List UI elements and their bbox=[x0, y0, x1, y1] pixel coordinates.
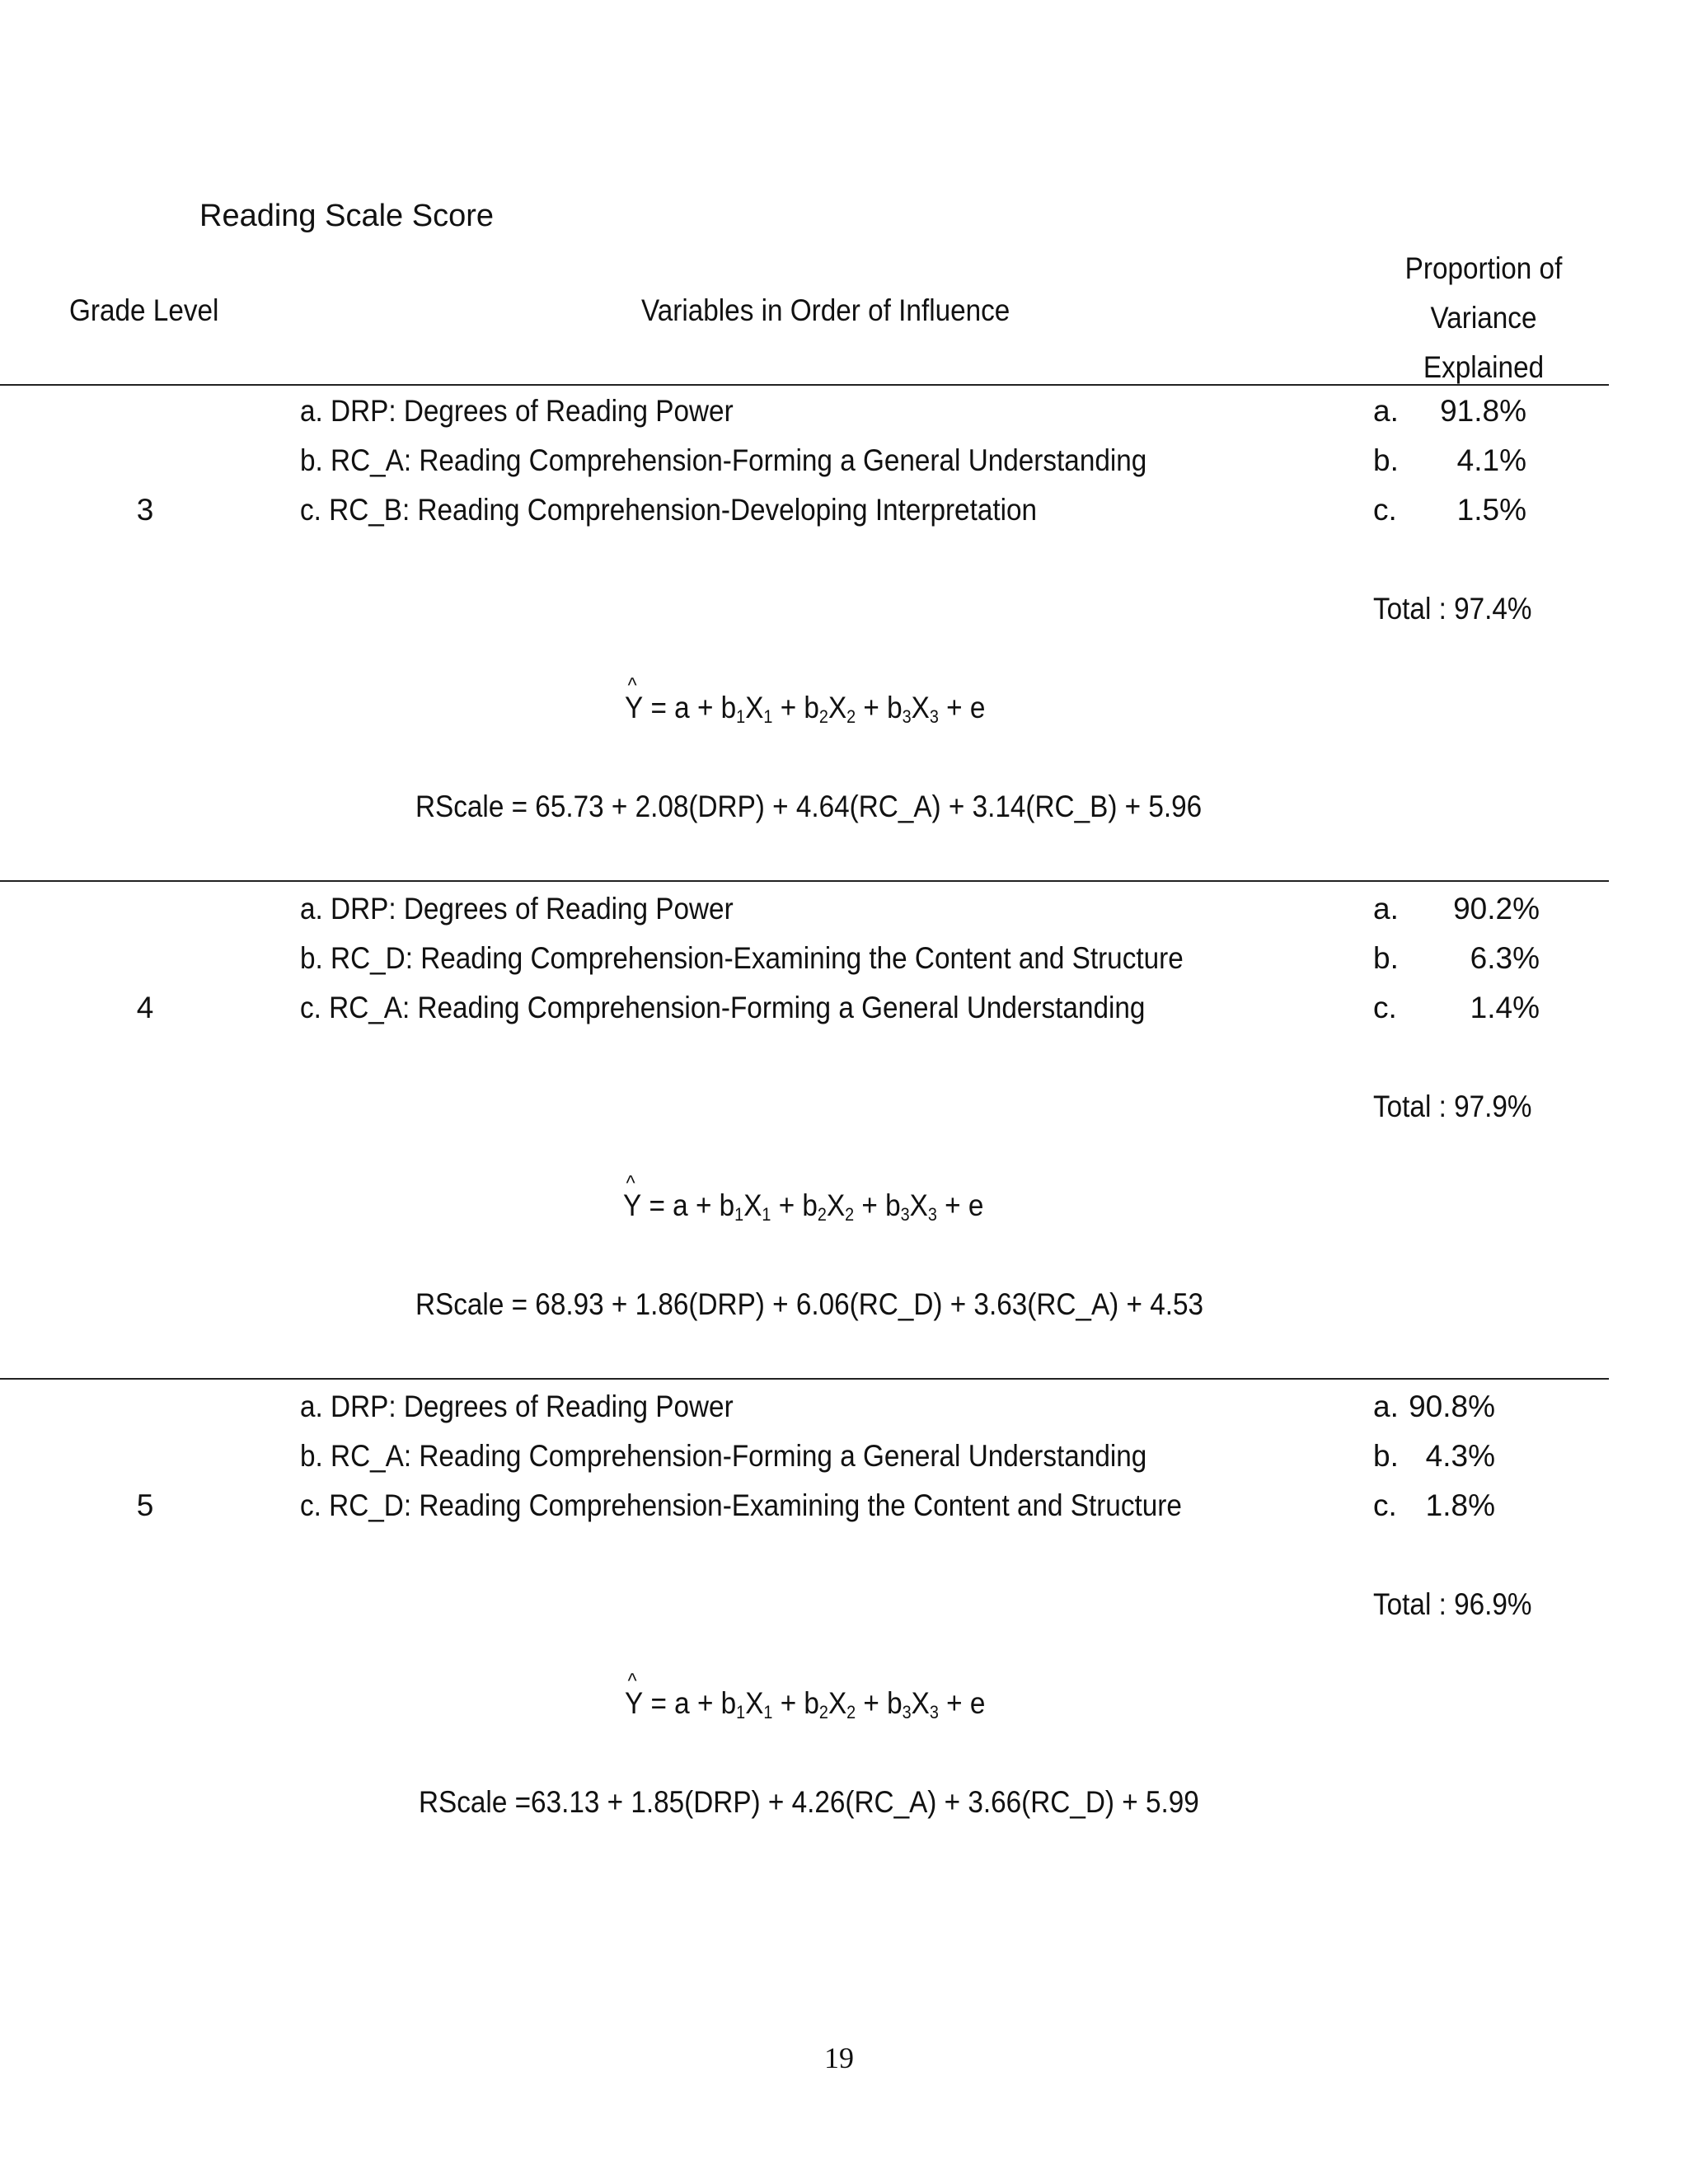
var-item: b. RC_A: Reading Comprehension-Forming a General Understanding bbox=[300, 1439, 1147, 1473]
pct-letter: a. bbox=[1373, 892, 1399, 926]
header-rule bbox=[0, 384, 1609, 386]
header-variables: Variables in Order of Influence bbox=[641, 293, 1010, 327]
general-equation: ^ $Y = a + b_1X_1 + b_2X_2 + b_3X_3 + e$ bbox=[625, 1686, 985, 1723]
pct-letter: c. bbox=[1373, 493, 1397, 527]
pct-value: 6.3% bbox=[1470, 941, 1540, 975]
total-variance: Total : 96.9% bbox=[1373, 1587, 1532, 1621]
pct-value: 1.4% bbox=[1470, 991, 1540, 1024]
pct-letter: b. bbox=[1373, 1439, 1399, 1473]
grade-level-value: 5 bbox=[136, 1488, 154, 1522]
pct-value: 4.3% bbox=[1425, 1439, 1495, 1473]
var-item: a. DRP: Degrees of Reading Power bbox=[300, 1390, 734, 1423]
grade-level-value: 3 bbox=[136, 493, 154, 527]
pct-value: 91.8% bbox=[1440, 394, 1526, 428]
pct-value: 1.8% bbox=[1425, 1488, 1495, 1522]
general-equation: ^ $Y = a + b_1X_1 + b_2X_2 + b_3X_3 + e$ bbox=[625, 691, 985, 728]
pct-letter: a. bbox=[1373, 1390, 1399, 1423]
total-variance: Total : 97.4% bbox=[1373, 592, 1532, 626]
pct-value: 1.5% bbox=[1456, 493, 1526, 527]
header-grade-level: Grade Level bbox=[69, 293, 219, 327]
pct-value: 90.8% bbox=[1409, 1390, 1495, 1423]
total-variance: Total : 97.9% bbox=[1373, 1090, 1532, 1123]
header-proportion-line2: Variance bbox=[1430, 301, 1537, 335]
var-item: b. RC_D: Reading Comprehension-Examining the Content and Structure bbox=[300, 941, 1184, 975]
var-item: c. RC_A: Reading Comprehension-Forming a General Understanding bbox=[300, 991, 1146, 1024]
rscale-equation: RScale = 68.93 + 1.86(DRP) + 6.06(RC_D) + 3.63(RC_A) + 4.53 bbox=[415, 1287, 1204, 1321]
page-number: 19 bbox=[824, 2041, 854, 2074]
pct-value: 90.2% bbox=[1453, 892, 1540, 926]
var-item: b. RC_A: Reading Comprehension-Forming a General Understanding bbox=[300, 443, 1147, 477]
var-item: c. RC_D: Reading Comprehension-Examining the Content and Structure bbox=[300, 1488, 1182, 1522]
header-proportion-line1: Proportion of bbox=[1404, 251, 1563, 285]
section-rule bbox=[0, 880, 1609, 882]
general-equation: ^ $Y = a + b_1X_1 + b_2X_2 + b_3X_3 + e$ bbox=[623, 1188, 983, 1226]
table-title: Reading Scale Score bbox=[199, 199, 494, 233]
rscale-equation: RScale = 65.73 + 2.08(DRP) + 4.64(RC_A) + 3.14(RC_B) + 5.96 bbox=[415, 790, 1203, 823]
pct-letter: c. bbox=[1373, 991, 1397, 1024]
section-rule bbox=[0, 1378, 1609, 1380]
rscale-equation: RScale =63.13 + 1.85(DRP) + 4.26(RC_A) + 3.66(RC_D) + 5.99 bbox=[419, 1785, 1199, 1819]
var-item: c. RC_B: Reading Comprehension-Developing Interpretation bbox=[300, 493, 1038, 527]
pct-letter: b. bbox=[1373, 443, 1399, 477]
header-proportion-line3: Explained bbox=[1423, 350, 1545, 384]
grade-level-value: 4 bbox=[136, 991, 154, 1024]
pct-letter: b. bbox=[1373, 941, 1399, 975]
var-item: a. DRP: Degrees of Reading Power bbox=[300, 892, 734, 926]
var-item: a. DRP: Degrees of Reading Power bbox=[300, 394, 734, 428]
pct-value: 4.1% bbox=[1456, 443, 1526, 477]
header-proportion bbox=[1395, 244, 1573, 392]
pct-letter: c. bbox=[1373, 1488, 1397, 1522]
pct-letter: a. bbox=[1373, 394, 1399, 428]
